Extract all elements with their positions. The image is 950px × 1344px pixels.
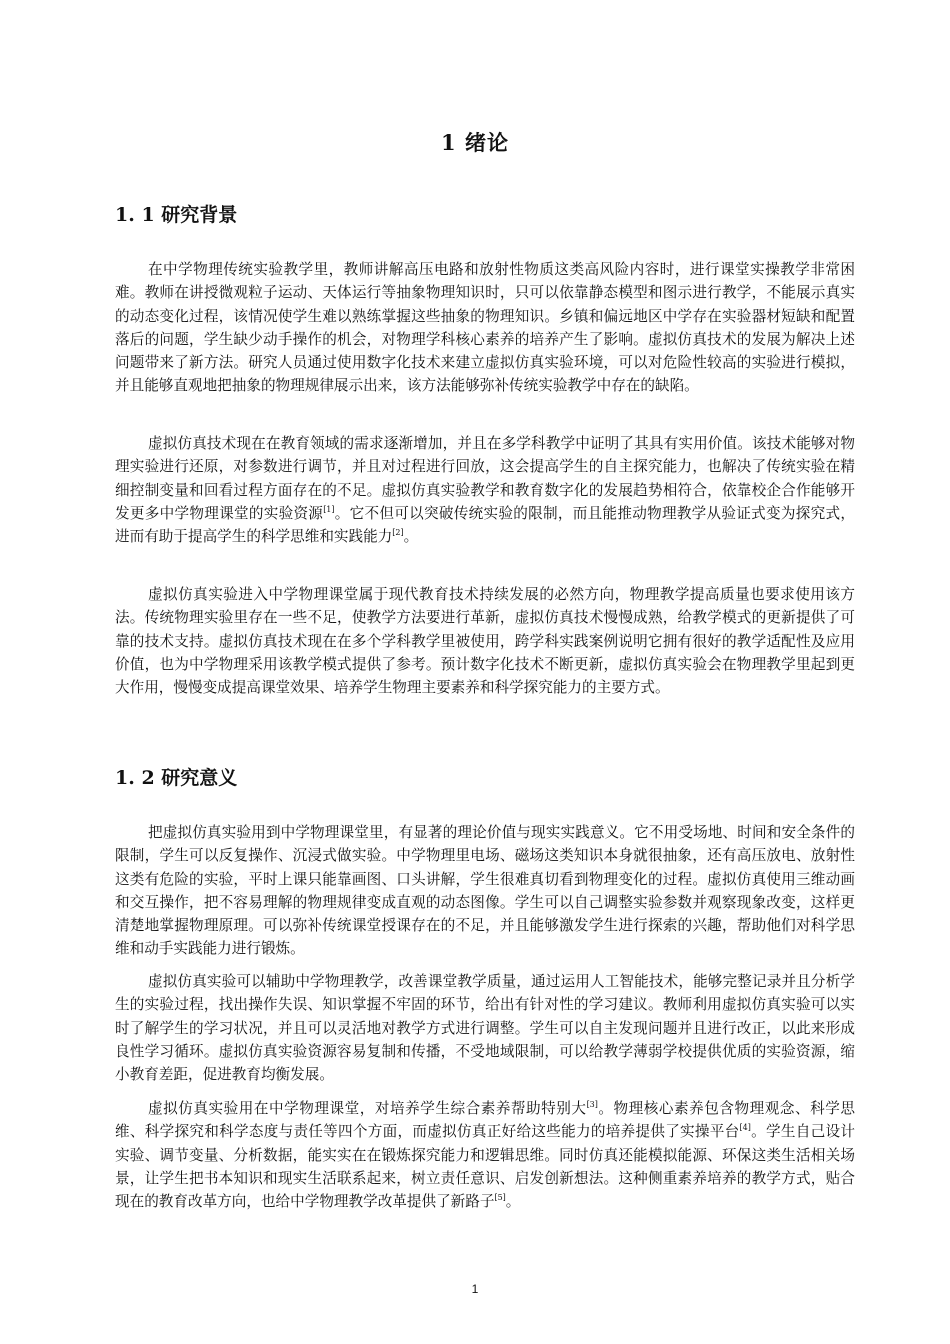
citation-marker: [4] [739,1123,751,1133]
paragraph-text: 。 [403,528,419,546]
paragraph-text: 。它不但可以突破传统实验的限制，而且能推动物理教学从验证式变为探究式，进而有助于提高学生的科学思维和实践能力 [115,504,855,546]
paragraph-text: 在中学物理传统实验教学里，教师讲解高压电路和放射性物质这类高风险内容时，进行课堂实操教学非常困难。教师在讲授微观粒子运动、天体运行等抽象物理知识时，只可以依靠静态模型和图示进行教学，不能展示真实的动态变化过程，该情况使学生难以熟练掌握这些抽象的物理知识。乡镇和偏远地区中学存在实验器材短缺和配置落后的问题，学生缺少动手操作的机会，对物理学科核心素养的培养产生了影响。虚拟仿真技术的发展为解决上述问题带来了新方法。研究人员通过使用数字化技术来建立虚拟仿真实验环境，可以对危险性较高的实验进行模拟，并且能够直观地把抽象的物理规律展示出来，该方法能够弥补传统实验教学中存在的缺陷。 [115,261,855,395]
paragraph-text: 虚拟仿真实验可以辅助中学物理教学，改善课堂教学质量，通过运用人工智能技术，能够完整记录并且分析学生的实验过程，找出操作失误、知识掌握不牢固的环节，给出有针对性的学习建议。教师利用虚拟仿真实验可以实时了解学生的学习状况，并且可以灵活地对教学方式进行调整。学生可以自主发现问题并且进行改正，以此来形成良性学习循环。虚拟仿真实验资源容易复制和传播，不受地域限制，可以给教学薄弱学校提供优质的实验资源，缩小教育差距，促进教育均衡发展。 [115,973,855,1084]
citation-marker: [1] [323,505,335,515]
page-number: 1 [471,1282,479,1296]
body-paragraph [115,583,855,699]
body-paragraph [115,432,855,548]
paragraph-text: 虚拟仿真实验用在中学物理课堂，对培养学生综合素养帮助特别大 [148,1100,587,1117]
paragraph-text: 。学生自己设计实验、调节变量、分析数据，能实实在在锻炼探究能力和逻辑思维。同时仿真还能模拟能源、环保这类生活相关场景，让学生把书本知识和现实生活联系起来，树立责任意识、启发创新想法。这种侧重素养培养的教学方式，贴合现在的教育改革方向，也给中学物理教学改革提供了新路子 [115,1123,855,1211]
section-heading-significance: 1. 2 研究意义 [115,767,238,789]
citation-marker: [5] [494,1193,506,1203]
citation-marker: [2] [392,528,404,538]
paragraph-text: 虚拟仿真实验进入中学物理课堂属于现代教育技术持续发展的必然方向，物理教学提高质量也要求使用该方法。传统物理实验里存在一些不足，使教学方法要进行革新，虚拟仿真技术慢慢成熟，给教学模式的更新提供了可靠的技术支持。虚拟仿真技术现在在多个学科教学里被使用，跨学科实践案例说明它拥有很好的教学适配性及应用价值，也为中学物理采用该教学模式提供了参考。预计数字化技术不断更新，虚拟仿真实验会在物理教学里起到更大作用，慢慢变成提高课堂效果、培养学生物理主要素养和科学探究能力的主要方式。 [115,586,855,697]
paragraph-text: 。物理核心素养包含物理观念、科学思维、科学探究和科学态度与责任等四个方面，而虚拟仿真正好给这些能力的培养提供了实操平台 [115,1100,855,1141]
section-heading-background: 1. 1 研究背景 [115,204,238,226]
paragraph-text: 。 [505,1193,521,1211]
body-paragraph [115,258,855,398]
citation-marker: [3] [586,1100,598,1110]
paragraph-text: 虚拟仿真技术现在在教育领域的需求逐渐增加，并且在多学科教学中证明了其具有实用价值。该技术能够对物理实验进行还原，对参数进行调节，并且对过程进行回放，这会提高学生的自主探究能力，也解决了传统实验在精细控制变量和回看过程方面存在的不足。虚拟仿真实验教学和教育数字化的发展趋势相符合，依靠校企合作能够开发更多中学物理课堂的实验资源 [115,435,855,522]
body-paragraph [115,970,855,1086]
paragraph-text: 把虚拟仿真实验用到中学物理课堂里，有显著的理论价值与现实实践意义。它不用受场地、时间和安全条件的限制，学生可以反复操作、沉浸式做实验。中学物理里电场、磁场这类知识本身就很抽象，还有高压放电、放射性这类有危险的实验，平时上课只能靠画图、口头讲解，学生很难真切看到物理变化的过程。虚拟仿真使用三维动画和交互操作，把不容易理解的物理规律变成直观的动态图像。学生可以自己调整实验参数并观察现象改变，这样更清楚地掌握物理原理。可以弥补传统课堂授课存在的不足，并且能够激发学生进行探索的兴趣，帮助他们对科学思维和动手实践能力进行锻炼。 [115,824,855,958]
body-paragraph [115,1097,855,1213]
chapter-title: 1 绪论 [441,130,509,155]
body-paragraph [115,821,855,961]
